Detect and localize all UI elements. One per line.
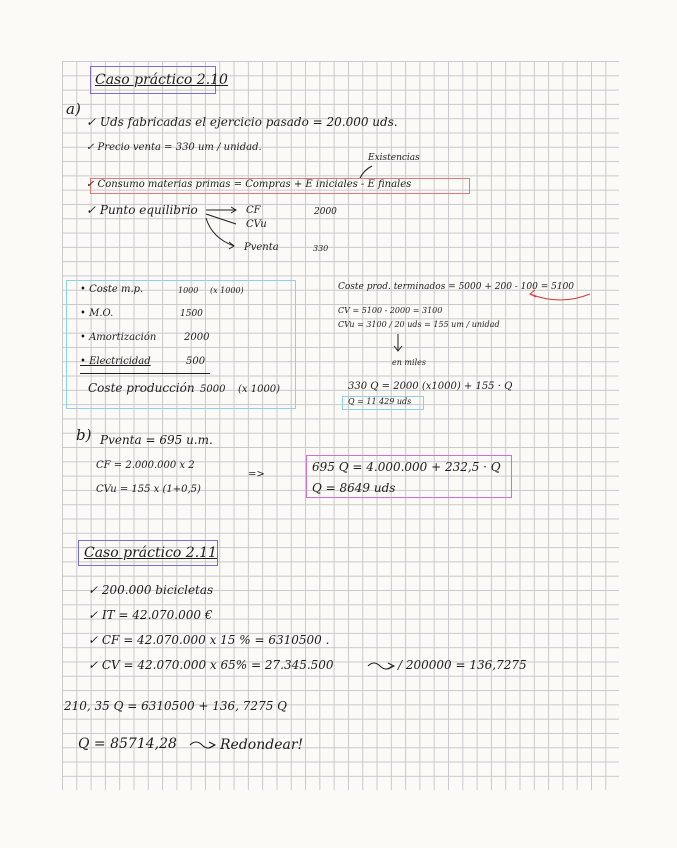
bicycles-line: ✓ 200.000 bicicletas [88,583,214,597]
cf-value: 2000 [314,207,337,217]
mp-label: • Coste m.p. [80,284,144,295]
amort-value: 2000 [184,332,210,343]
total-value: 5000 [200,384,226,395]
caso-2-10-title: Caso práctico 2.10 [95,72,228,88]
elec-label: • Electricidad [80,356,151,367]
amort-label: • Amortización [80,332,157,343]
q-result: Q = 11 429 uds [348,397,412,406]
cv-line-2-11: ✓ CV = 42.070.000 x 65% = 27.345.500 [88,658,334,672]
terminated-cost-line: Coste prod. terminados = 5000 + 200 - 100 = 5100 [338,282,575,292]
caso-2-11-title: Caso práctico 2.11 [84,545,217,561]
cvu-label: CVu [246,219,267,230]
round-note: Redondear! [220,737,304,753]
q-result-2-11: Q = 85714,28 [78,736,177,752]
pventa-label: Pventa [244,242,279,253]
part-a-letter: a) [66,100,81,118]
cv-line: CV = 5100 - 2000 = 3100 [338,306,443,315]
total-label: Coste producción [88,381,195,395]
b-equation: 695 Q = 4.000.000 + 232,5 · Q [312,460,501,474]
b-cf: CF = 2.000.000 x 2 [96,460,195,471]
breakeven-equation: 330 Q = 2000 (x1000) + 155 · Q [348,381,513,392]
mo-label: • M.O. [80,308,114,319]
part-b-letter: b) [76,426,92,444]
mo-value: 1500 [180,309,203,319]
breakeven-line: ✓ Punto equilibrio [86,203,198,217]
cvu-division: / 200000 = 136,7275 [398,658,527,672]
units-line: ✓ Uds fabricadas el ejercicio pasado = 20.000 uds. [86,115,398,129]
mp-value: 1000 [178,286,199,295]
cf-line: ✓ CF = 42.070.000 x 15 % = 6310500 . [88,633,330,647]
cvu-line: CVu = 3100 / 20 uds = 155 um / unidad [338,320,500,329]
existencias-note: Existencias [368,153,420,163]
b-q-result: Q = 8649 uds [312,481,396,495]
cf-label: CF [246,205,261,216]
mp-note: (x 1000) [210,286,244,295]
total-note: (x 1000) [238,384,281,395]
breakeven-equation-2-11: 210, 35 Q = 6310500 + 136, 7275 Q [64,699,287,713]
thousands-note: en miles [392,358,426,367]
pventa-value: 330 [313,244,329,253]
consumption-line: ✓ Consumo materias primas = Compras + E iniciales - E finales [86,179,412,190]
b-implies: => [248,469,265,480]
price-line: ✓ Precio venta = 330 um / unidad. [86,142,262,153]
elec-value: 500 [186,356,206,367]
it-line: ✓ IT = 42.070.000 € [88,608,213,622]
b-pventa: Pventa = 695 u.m. [100,433,213,447]
b-cvu: CVu = 155 x (1+0,5) [96,484,201,495]
